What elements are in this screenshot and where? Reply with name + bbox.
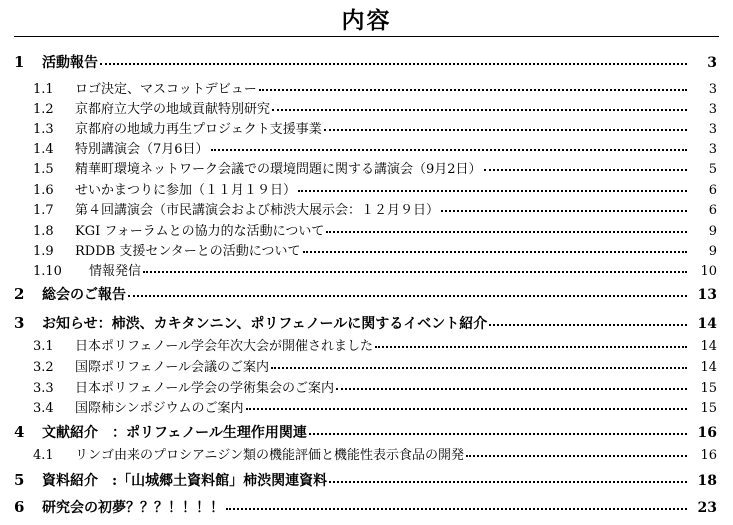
toc-subsection-entry[interactable] — [0, 356, 733, 375]
toc-section-entry[interactable] — [0, 470, 733, 490]
toc-entry-number: 1.2 — [33, 102, 54, 117]
toc-page-number: 3 — [708, 82, 717, 97]
toc-entry-number: 1.8 — [33, 224, 54, 239]
toc-page-number: 9 — [708, 244, 717, 259]
dot-leader — [259, 89, 687, 91]
toc-entry-title: 国際柿シンポジウムのご案内 — [75, 401, 244, 416]
toc-page-number: 15 — [700, 381, 717, 396]
toc-entry-number: 1.5 — [33, 162, 54, 177]
dot-leader — [375, 346, 687, 348]
toc-entry-title: リンゴ由来のプロシアニジン類の機能評価と機能性表示食品の開発 — [75, 448, 465, 463]
dot-leader — [298, 190, 687, 192]
toc-entry-number: 3.1 — [33, 339, 54, 354]
toc-subsection-entry[interactable] — [0, 179, 733, 198]
toc-page-number: 13 — [697, 287, 717, 303]
toc-subsection-entry[interactable] — [0, 377, 733, 396]
toc-entry-title: 資料紹介 :「山城郷土資料館」柿渋関連資料 — [42, 473, 328, 489]
toc-section-entry[interactable] — [0, 52, 733, 72]
toc-entry-title: 第４回講演会（市民講演会および柿渋大展示会：１２月９日） — [75, 203, 440, 218]
toc-page-number: 15 — [700, 401, 717, 416]
dot-leader — [211, 149, 687, 151]
toc-page-number: 23 — [697, 500, 717, 516]
dot-leader — [303, 251, 687, 253]
toc-entry-number: 1.10 — [33, 264, 62, 279]
toc-page-number: 14 — [700, 339, 717, 354]
toc-subsection-entry[interactable] — [0, 78, 733, 97]
toc-entry-number: 1.6 — [33, 183, 54, 198]
toc-page-number: 14 — [700, 360, 717, 375]
toc-section-entry[interactable] — [0, 497, 733, 517]
toc-entry-title: 日本ポリフェノール学会年次大会が開催されました — [75, 339, 373, 354]
toc-page-number: 6 — [708, 183, 717, 198]
toc-entry-number: 1.3 — [33, 122, 54, 137]
toc-entry-number: 5 — [14, 471, 25, 489]
toc-entry-number: 1.7 — [33, 203, 54, 218]
toc-entry-title: 京都府の地域力再生プロジェクト支援事業 — [75, 122, 322, 137]
toc-subsection-entry[interactable] — [0, 220, 733, 239]
toc-entry-number: 3 — [14, 314, 25, 332]
toc-entry-title: 日本ポリフェノール学会の学術集会のご案内 — [75, 381, 334, 396]
dot-leader — [466, 455, 687, 457]
toc-page-number: 3 — [708, 142, 717, 157]
toc-subsection-entry[interactable] — [0, 260, 733, 279]
dot-leader — [128, 295, 687, 297]
dot-leader — [143, 271, 687, 273]
title-divider — [14, 36, 719, 37]
toc-entry-title: 情報発信 — [89, 264, 142, 279]
toc-subsection-entry[interactable] — [0, 335, 733, 354]
toc-entry-title: 特別講演会（7月6日） — [75, 142, 209, 157]
toc-page-number: 6 — [708, 203, 717, 218]
toc-entry-number: 3.4 — [33, 401, 54, 416]
toc-page-number: 9 — [708, 224, 717, 239]
toc-subsection-entry[interactable] — [0, 118, 733, 137]
toc-page-number: 5 — [708, 162, 717, 177]
toc-subsection-entry[interactable] — [0, 158, 733, 177]
toc-entry-title: お知らせ：柿渋、カキタンニン、ポリフェノールに関するイベント紹介 — [42, 316, 488, 332]
page-title: 内容 — [341, 8, 392, 34]
toc-page-number: 3 — [708, 122, 717, 137]
toc-page-number: 16 — [697, 425, 717, 441]
toc-page-number: 3 — [708, 102, 717, 117]
toc-entry-title: 文献紹介 ：ポリフェノール生理作用関連 — [42, 425, 307, 441]
toc-entry-title: RDDB 支援センターとの活動について — [75, 244, 301, 259]
toc-entry-title: 国際ポリフェノール会議のご案内 — [75, 360, 269, 375]
toc-entry-number: 1.4 — [33, 142, 54, 157]
toc-page-number: 18 — [697, 473, 717, 489]
toc-entry-number: 3.3 — [33, 381, 54, 396]
toc-entry-title: ロゴ決定、マスコットデビュー — [75, 82, 257, 97]
dot-leader — [226, 508, 687, 510]
toc-subsection-entry[interactable] — [0, 138, 733, 157]
toc-entry-number: 3.2 — [33, 360, 54, 375]
toc-entry-number: 4 — [14, 423, 25, 441]
dot-leader — [272, 109, 687, 111]
toc-entry-title: せいかまつりに参加（１１月１９日） — [75, 183, 297, 198]
dot-leader — [484, 169, 687, 171]
toc-section-entry[interactable] — [0, 313, 733, 333]
toc-entry-title: 活動報告 — [42, 55, 98, 71]
dot-leader — [271, 367, 687, 369]
dot-leader — [324, 129, 687, 131]
dot-leader — [489, 324, 687, 326]
toc-subsection-entry[interactable] — [0, 397, 733, 416]
dot-leader — [100, 63, 687, 65]
toc-subsection-entry[interactable] — [0, 98, 733, 117]
toc-page-number: 16 — [700, 448, 717, 463]
dot-leader — [309, 433, 687, 435]
toc-section-entry[interactable] — [0, 284, 733, 304]
toc-entry-number: 4.1 — [33, 448, 54, 463]
toc-entry-number: 1.9 — [33, 244, 54, 259]
toc-entry-title: 総会のご報告 — [42, 287, 126, 303]
toc-entry-number: 1 — [14, 53, 25, 71]
toc-subsection-entry[interactable] — [0, 444, 733, 463]
toc-section-entry[interactable] — [0, 422, 733, 442]
toc-entry-number: 2 — [14, 285, 25, 303]
toc-entry-number: 6 — [14, 498, 25, 516]
toc-subsection-entry[interactable] — [0, 240, 733, 259]
dot-leader — [329, 481, 687, 483]
toc-page-number: 10 — [700, 264, 717, 279]
dot-leader — [441, 210, 687, 212]
toc-entry-title: 研究会の初夢？？？！！！！ — [42, 500, 224, 516]
toc-page-number: 3 — [707, 55, 717, 71]
toc-entry-title: 精華町環境ネットワーク会議での環境問題に関する講演会（9月2日） — [75, 162, 482, 177]
toc-subsection-entry[interactable] — [0, 199, 733, 218]
toc-entry-title: 京都府立大学の地域貢献特別研究 — [75, 102, 271, 117]
toc-entry-title: KGI フォーラムとの協力的な活動について — [75, 224, 325, 239]
dot-leader — [336, 388, 687, 390]
dot-leader — [326, 231, 687, 233]
dot-leader — [246, 408, 687, 410]
toc-page-number: 14 — [697, 316, 717, 332]
toc-entry-number: 1.1 — [33, 82, 54, 97]
